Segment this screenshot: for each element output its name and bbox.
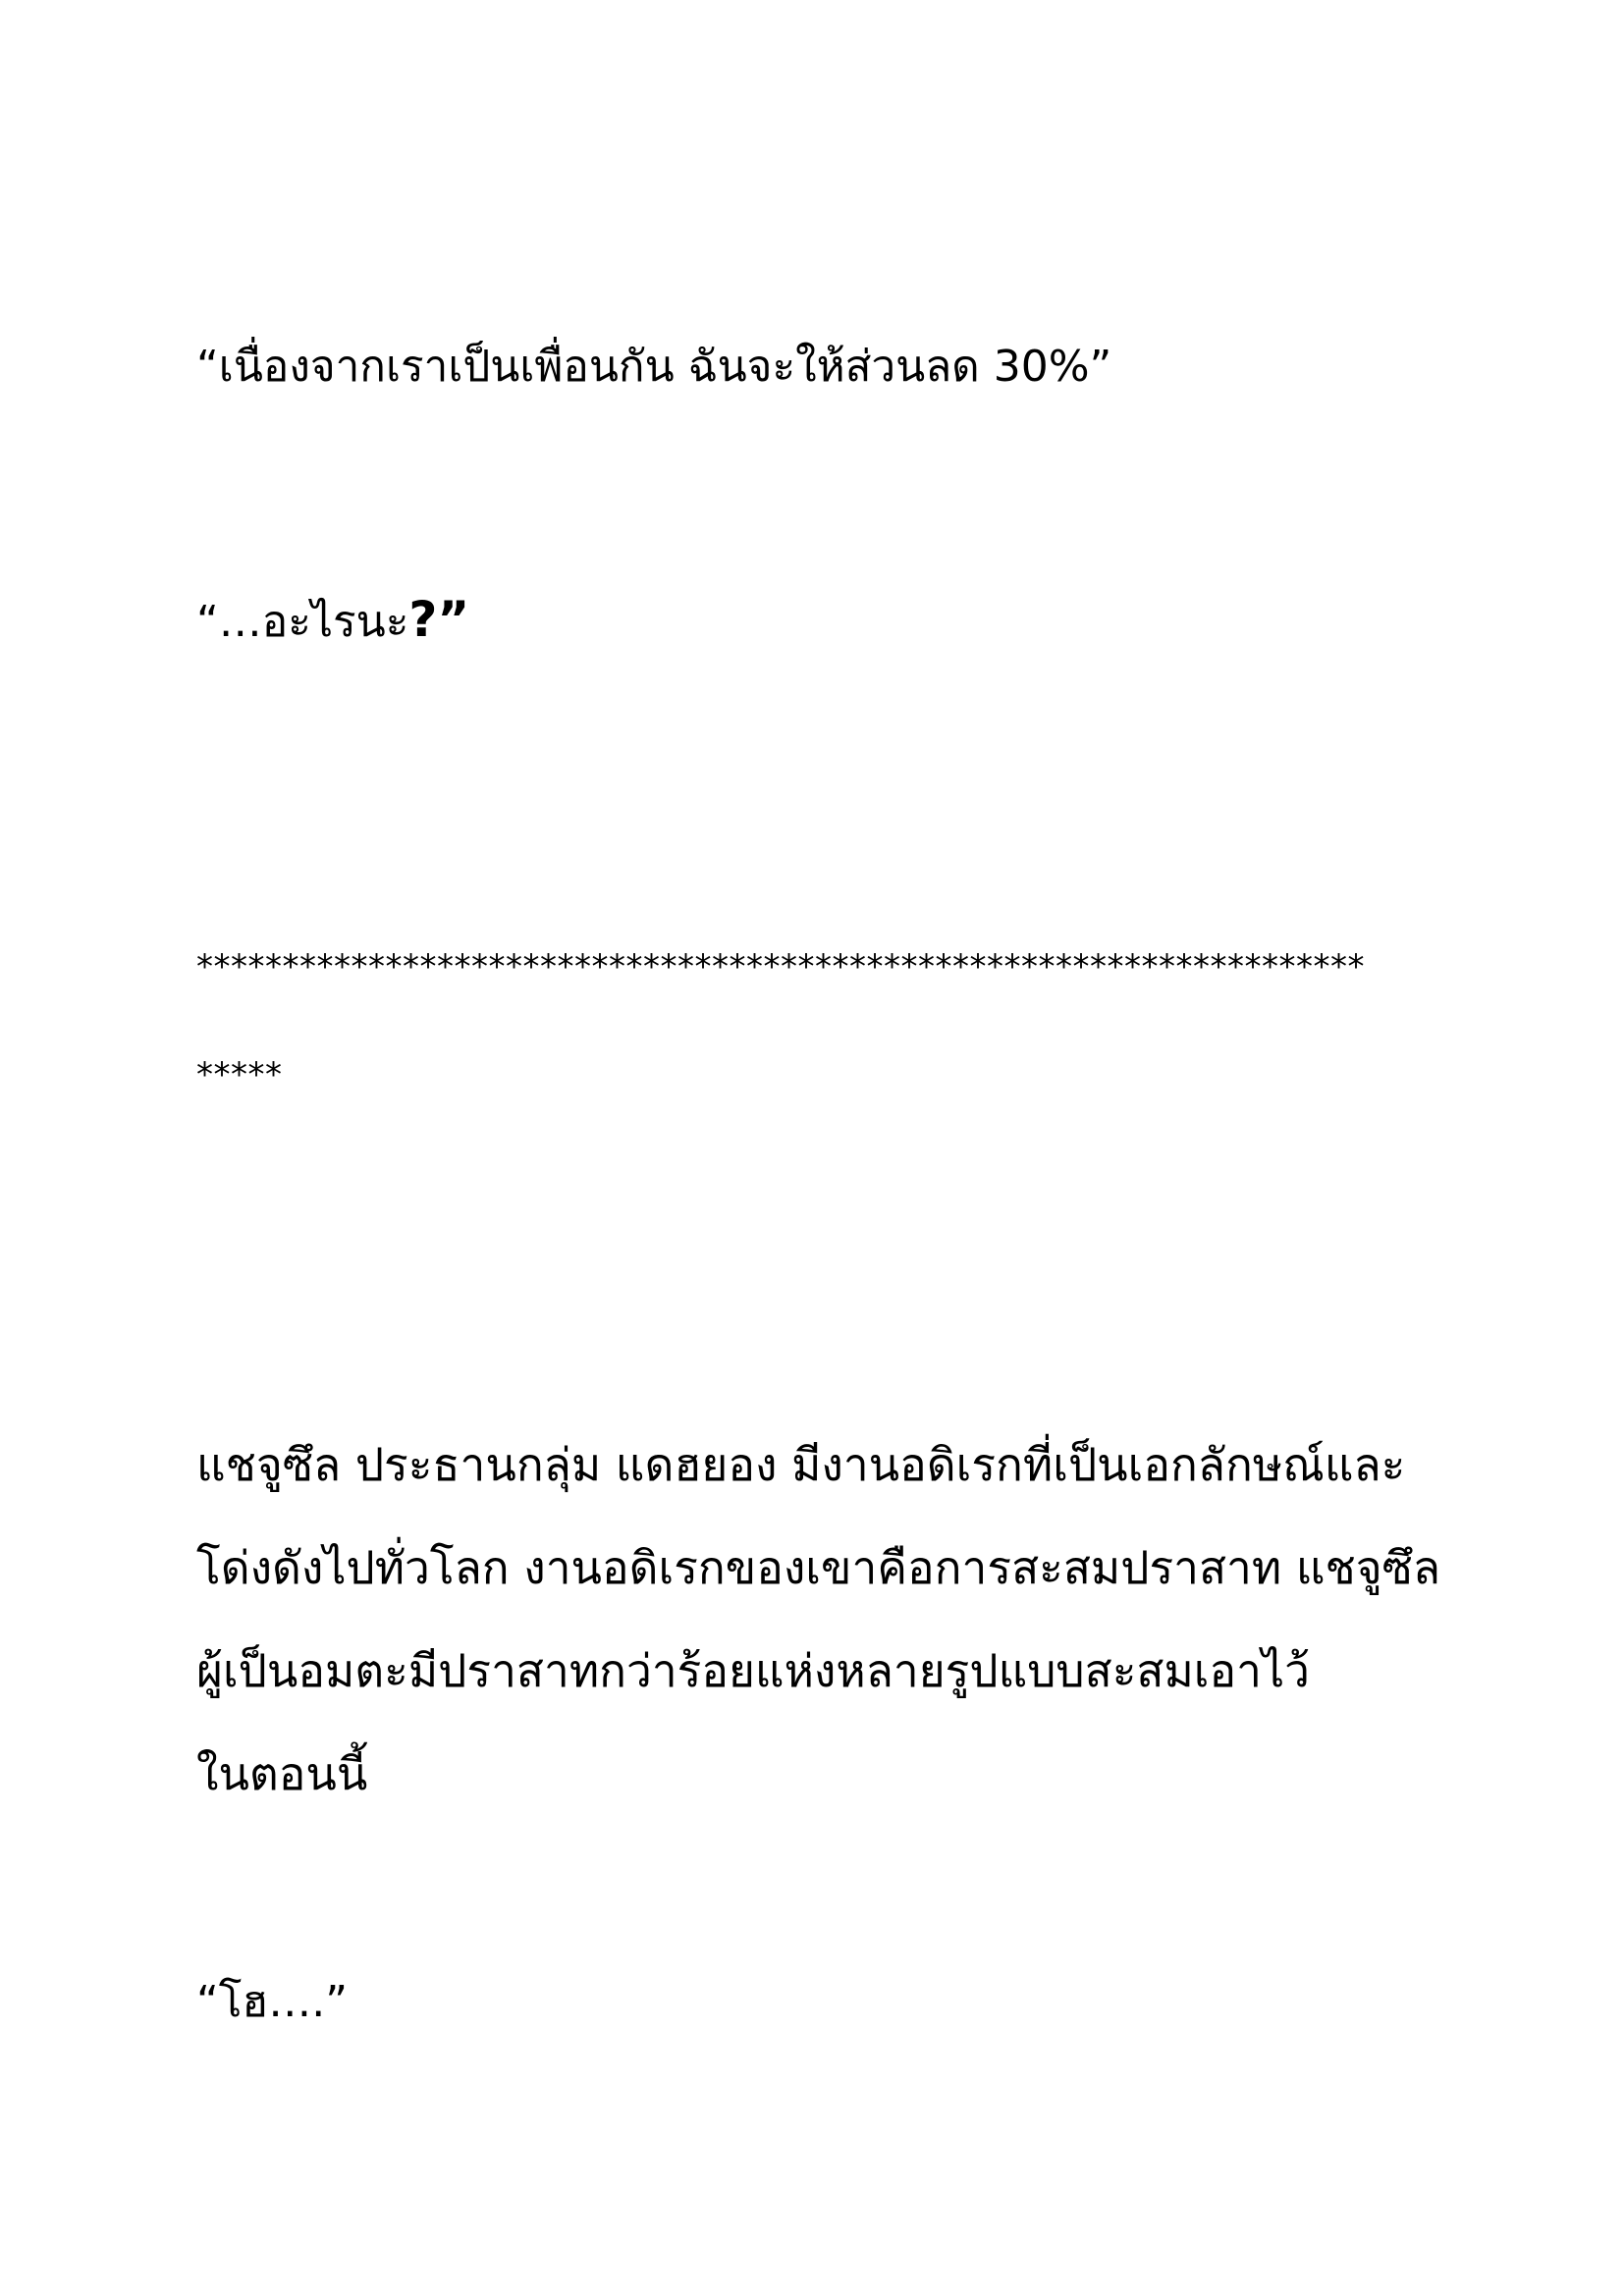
narration-paragraph [196,1414,1441,1826]
dialogue-what-question-mark: ?” [408,591,470,648]
separator-line-1: ******************************************************************** [196,947,1365,987]
paragraph-line-4: ในตอนนี้ [196,1747,368,1800]
dialogue-line-discount: “เนื่องจากเราเป็นเพื่อนกัน ฉันจะให้ส่วนลด 30%” [196,342,1112,392]
paragraph-line-3: ผู้เป็นอมตะมีปราสาทกว่าร้อยแห่งหลายรูปแบบสะสมเอาไว้ [196,1644,1310,1697]
paragraph-line-2: โด่งดังไปทั่วโลก งานอดิเรกของเขาคือการสะสมปราสาท แชจูซึล [196,1541,1441,1594]
dialogue-line-oh: “โฮ….” [196,1977,349,2027]
dialogue-what-text: “…อะไรนะ [196,597,409,647]
paragraph-line-1: แชจูซึล ประธานกลุ่ม แดฮยอง มีงานอดิเรกที่เป็นเอกลักษณ์และ [196,1438,1406,1491]
dialogue-line-what [196,591,470,648]
separator-line-2: ***** [196,1055,283,1095]
